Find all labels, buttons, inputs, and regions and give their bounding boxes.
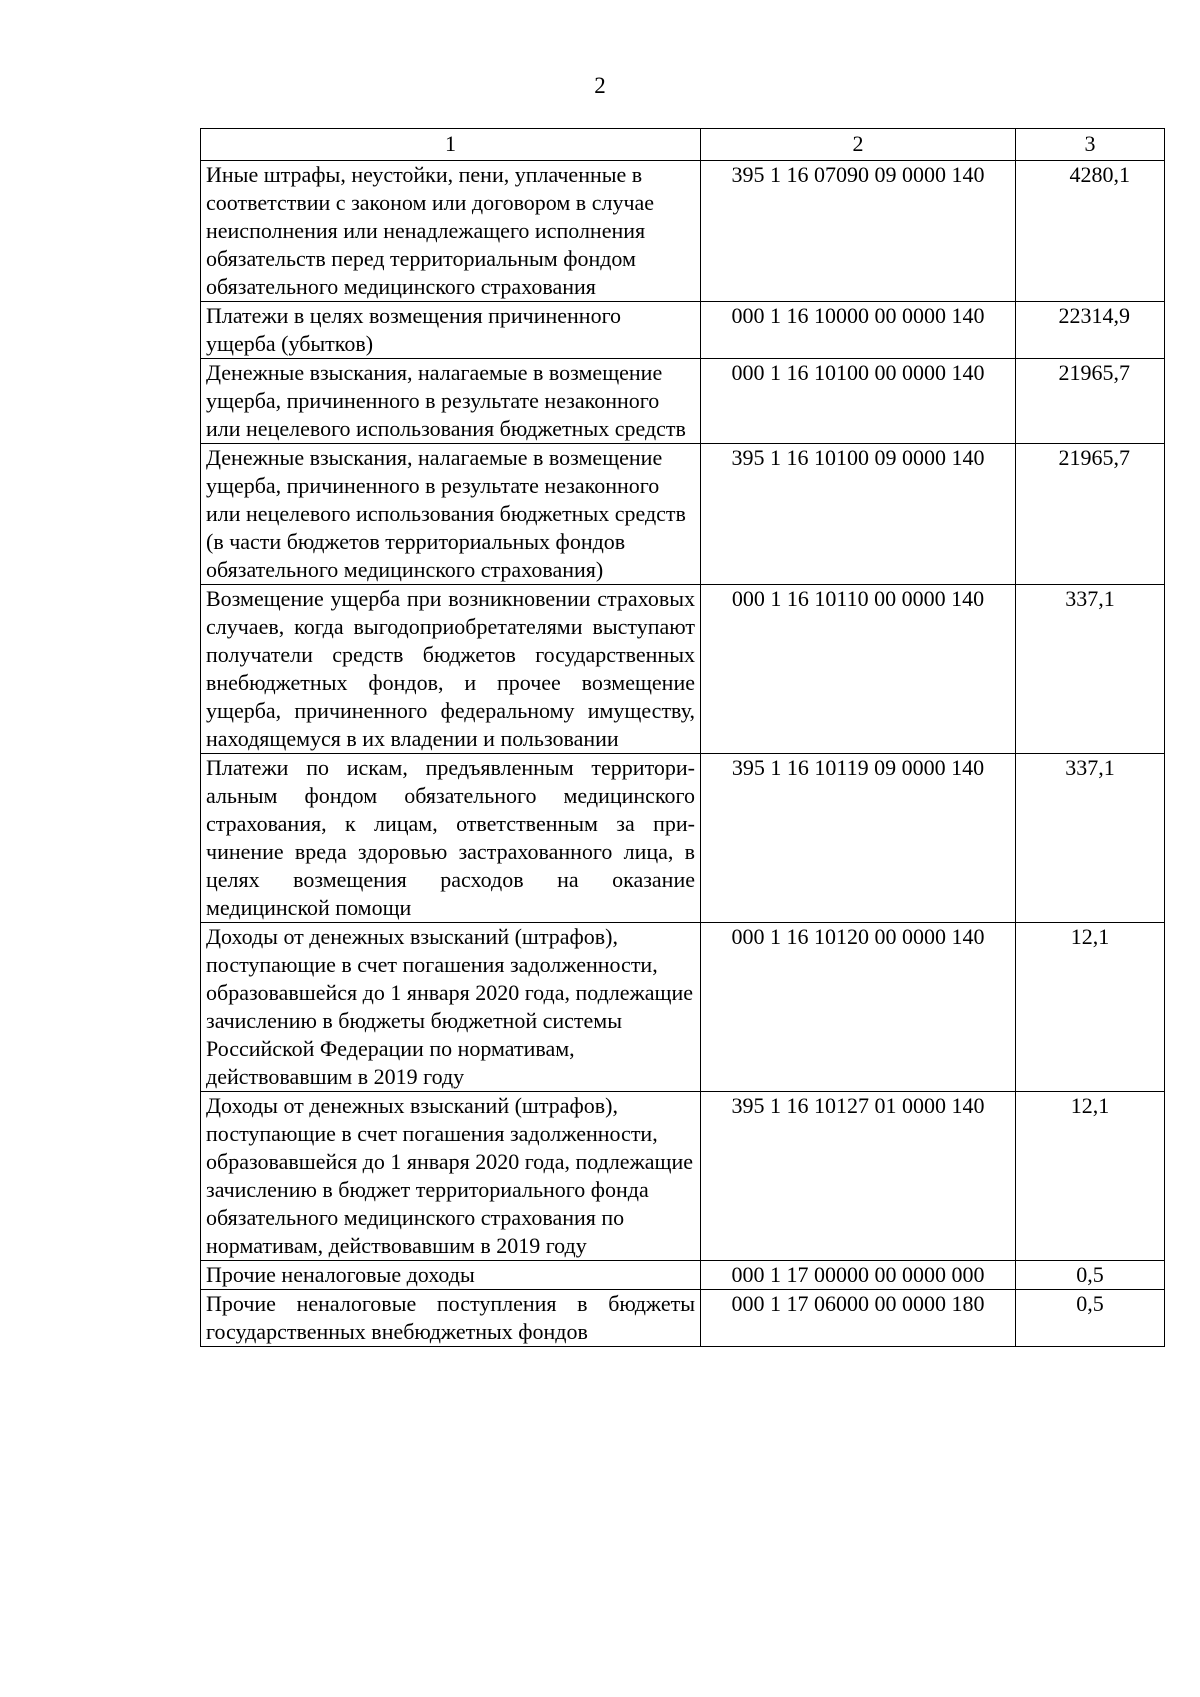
column-header-2: 2 (701, 129, 1016, 161)
row-amount: 337,1 (1016, 585, 1165, 754)
row-code: 000 1 16 10000 00 0000 140 (701, 302, 1016, 359)
column-header-3: 3 (1016, 129, 1165, 161)
row-name: Платежи по искам, предъявленным территориальным фондом обязательного медицинского страхования, к лицам, ответственным за причинение вреда здоровью застрахованного лица, в целях возмещения расходов на оказание медицинской помощи (201, 754, 701, 923)
row-code: 395 1 16 10127 01 0000 140 (701, 1092, 1016, 1261)
row-amount: 21965,7 (1016, 444, 1165, 585)
row-amount: 0,5 (1016, 1290, 1165, 1347)
row-code: 395 1 16 10119 09 0000 140 (701, 754, 1016, 923)
row-code: 000 1 16 10110 00 0000 140 (701, 585, 1016, 754)
row-code: 395 1 16 07090 09 0000 140 (701, 161, 1016, 302)
table-row (201, 754, 1165, 923)
row-name: Прочие неналоговые поступления в бюджеты государственных внебюджетных фондов (201, 1290, 701, 1347)
row-name: Доходы от денежных взысканий (штрафов), поступающие в счет погашения задолженности, образовавшейся до 1 января 2020 года, подлежащие зачислению в бюджет территориального фонда обязательного медицинского страхования по нормативам, действовавшим в 2019 году (201, 1092, 701, 1261)
row-name: Денежные взыскания, налагаемые в возмещение ущерба, причиненного в результате незаконного или нецелевого использования бюджетных средств (201, 359, 701, 444)
row-amount: 12,1 (1016, 1092, 1165, 1261)
row-name: Иные штрафы, неустойки, пени, уплаченные в соответствии с законом или договором в случае неисполнения или ненадлежащего исполнения обязательств перед территориальным фондом обязательного медицинского страхования (201, 161, 701, 302)
row-amount: 21965,7 (1016, 359, 1165, 444)
row-name: Прочие неналоговые доходы (201, 1261, 701, 1290)
table-row (201, 444, 1165, 585)
row-amount: 0,5 (1016, 1261, 1165, 1290)
row-name: Возмещение ущерба при возникновении страховых случаев, когда выгодоприобретателями выступают получатели средств бюджетов государственных внебюджетных фондов, и прочее возмещение ущерба, причиненного федеральному имуществу, находящемуся в их владении и пользовании (201, 585, 701, 754)
row-code: 000 1 16 10120 00 0000 140 (701, 923, 1016, 1092)
page-number: 2 (594, 73, 606, 98)
budget-revenue-table (200, 128, 1165, 1347)
row-code: 000 1 16 10100 00 0000 140 (701, 359, 1016, 444)
row-code: 000 1 17 06000 00 0000 180 (701, 1290, 1016, 1347)
table-row (201, 585, 1165, 754)
row-code: 000 1 17 00000 00 0000 000 (701, 1261, 1016, 1290)
row-name: Денежные взыскания, налагаемые в возмещение ущерба, причиненного в результате незаконного или нецелевого использования бюджетных средств (в части бюджетов территориальных фондов обязательного медицинского страхования) (201, 444, 701, 585)
table-row (201, 161, 1165, 302)
column-header-1: 1 (201, 129, 701, 161)
table-row (201, 302, 1165, 359)
table-row (201, 1092, 1165, 1261)
table-header-row (201, 129, 1165, 161)
row-name: Доходы от денежных взысканий (штрафов), поступающие в счет погашения задолженности, образовавшейся до 1 января 2020 года, подлежащие зачислению в бюджеты бюджетной системы Российской Федерации по нормативам, действовавшим в 2019 году (201, 923, 701, 1092)
row-name: Платежи в целях возмещения причиненного ущерба (убытков) (201, 302, 701, 359)
row-amount: 337,1 (1016, 754, 1165, 923)
table-row (201, 923, 1165, 1092)
row-amount: 22314,9 (1016, 302, 1165, 359)
table-row (201, 1290, 1165, 1347)
row-amount: 4280,1 (1016, 161, 1165, 302)
row-amount: 12,1 (1016, 923, 1165, 1092)
table-row (201, 359, 1165, 444)
row-code: 395 1 16 10100 09 0000 140 (701, 444, 1016, 585)
table-row (201, 1261, 1165, 1290)
